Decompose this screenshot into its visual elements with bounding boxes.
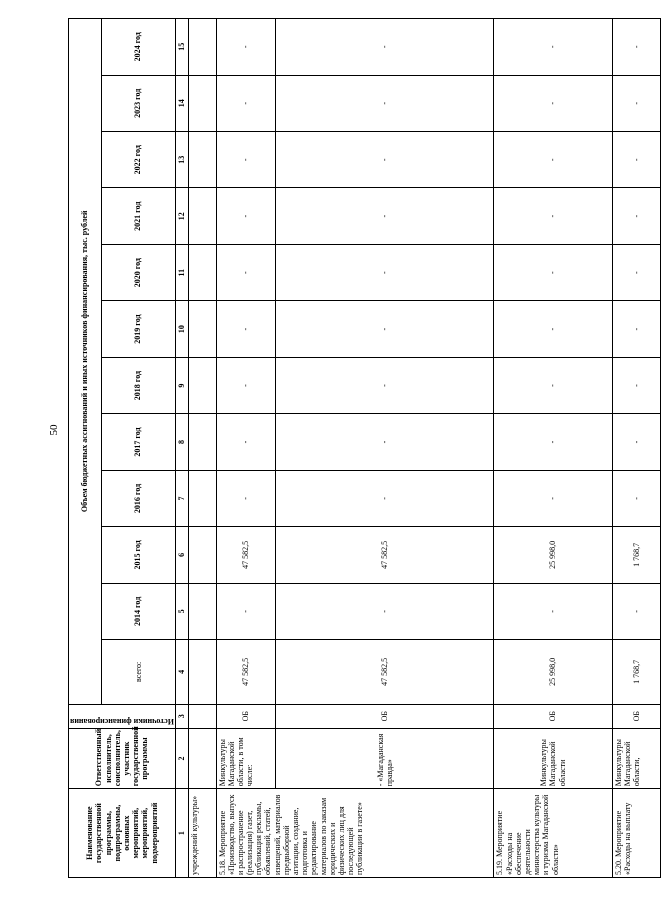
header-source-cell	[69, 704, 176, 728]
row-value: 47 582,5	[216, 527, 276, 583]
row-value: 47 582,5	[216, 640, 276, 705]
header-year: 2015 год	[102, 527, 176, 583]
row-value: -	[494, 188, 612, 244]
row-value: -	[276, 357, 494, 413]
row-value: 1 768,7	[612, 640, 660, 705]
table-row	[276, 19, 494, 878]
column-number: 14	[175, 75, 188, 131]
row-value: -	[612, 301, 660, 357]
header-year: 2021 год	[102, 188, 176, 244]
row-value: -	[216, 583, 276, 639]
header-year: 2020 год	[102, 244, 176, 300]
header-year: 2022 год	[102, 132, 176, 188]
row-value: -	[216, 188, 276, 244]
row-value: -	[276, 414, 494, 470]
row-value	[188, 357, 216, 413]
row-value: -	[494, 75, 612, 131]
row-value	[188, 188, 216, 244]
row-source: ОБ	[216, 704, 276, 728]
row-responsible: Минкультуры Магаданской области,	[612, 728, 660, 788]
header-year: 2018 год	[102, 357, 176, 413]
row-value: -	[216, 357, 276, 413]
table-row	[612, 19, 660, 878]
table-row	[216, 19, 276, 878]
row-value: 25 998,0	[494, 527, 612, 583]
row-value	[188, 75, 216, 131]
row-responsible: Минкультуры Магаданской области, в том числе:	[216, 728, 276, 788]
row-value: -	[612, 244, 660, 300]
row-responsible	[188, 728, 216, 788]
table-row	[188, 19, 216, 878]
row-value: -	[216, 75, 276, 131]
row-value: -	[276, 19, 494, 76]
column-number: 9	[175, 357, 188, 413]
row-value: -	[494, 132, 612, 188]
column-number: 2	[175, 728, 188, 788]
column-number: 15	[175, 19, 188, 76]
header-year: 2024 год	[102, 19, 176, 76]
row-value: -	[216, 132, 276, 188]
row-value	[188, 244, 216, 300]
row-value: -	[612, 414, 660, 470]
row-value: -	[612, 470, 660, 526]
row-value: -	[612, 75, 660, 131]
column-number: 4	[175, 640, 188, 705]
row-value	[188, 470, 216, 526]
page-number: 50	[48, 424, 60, 436]
row-value: -	[494, 470, 612, 526]
row-name: 5.20. Мероприятие «Расходы на выплату	[612, 789, 660, 878]
header-volume: Объем бюджетных ассигнований и иных источников финансирования, тыс. рублей	[69, 19, 102, 705]
column-number: 1	[175, 789, 188, 878]
row-value: -	[494, 19, 612, 76]
header-responsible: Ответственный исполнитель, соисполнитель, участник государственной программы	[69, 728, 176, 788]
header-year: 2017 год	[102, 414, 176, 470]
column-number: 3	[175, 704, 188, 728]
row-value: -	[494, 414, 612, 470]
row-value	[188, 132, 216, 188]
row-value: -	[276, 301, 494, 357]
row-value: -	[276, 75, 494, 131]
column-number: 13	[175, 132, 188, 188]
financing-table-wrapper	[68, 18, 642, 878]
row-value	[188, 414, 216, 470]
header-source: Источники финансирования	[70, 716, 174, 726]
row-value: -	[276, 132, 494, 188]
row-value: -	[216, 19, 276, 76]
row-value: -	[276, 188, 494, 244]
column-number: 12	[175, 188, 188, 244]
row-value: 47 582,5	[276, 527, 494, 583]
row-value: -	[216, 414, 276, 470]
row-value: -	[612, 583, 660, 639]
row-source	[188, 704, 216, 728]
header-total: всего:	[102, 640, 176, 705]
header-year: 2019 год	[102, 301, 176, 357]
column-number: 11	[175, 244, 188, 300]
row-value: -	[276, 470, 494, 526]
row-name: 5.19. Мероприятие «Расходы на обеспечение деятельности министерства культуры и туризма Магаданской области»	[494, 789, 612, 878]
row-source: ОБ	[612, 704, 660, 728]
column-number: 6	[175, 527, 188, 583]
row-value: -	[612, 357, 660, 413]
header-year: 2016 год	[102, 470, 176, 526]
row-responsible: - «Магаданская правда»	[276, 728, 494, 788]
row-value: -	[276, 244, 494, 300]
financing-table	[68, 18, 661, 878]
row-value: -	[216, 244, 276, 300]
row-value: 47 582,5	[276, 640, 494, 705]
header-year: 2023 год	[102, 75, 176, 131]
row-value: -	[216, 470, 276, 526]
row-value	[188, 527, 216, 583]
row-responsible: Минкультуры Магаданской области	[494, 728, 612, 788]
row-value: -	[494, 357, 612, 413]
row-value	[188, 583, 216, 639]
row-value	[188, 19, 216, 76]
header-year: 2014 год	[102, 583, 176, 639]
row-source: ОБ	[494, 704, 612, 728]
row-value: -	[612, 188, 660, 244]
row-value: -	[276, 583, 494, 639]
column-number: 5	[175, 583, 188, 639]
row-value: -	[216, 301, 276, 357]
row-value: 1 768,7	[612, 527, 660, 583]
table-row	[494, 19, 612, 878]
row-source: ОБ	[276, 704, 494, 728]
header-name: Наименование государственной программы, подпрограммы, основных мероприятий, мероприятий, подмероприятий	[69, 789, 176, 878]
row-name: 5.18. Мероприятие «Производство, выпуск и распространение (реализация) газет, публикация рекламы, объявлений, статей, извещений, материалов предвыборной агитации, создание, подготовка и редактирование материалов по заказам юридических и физических лиц для последующей публикации в газете»	[216, 789, 494, 878]
row-value: -	[494, 583, 612, 639]
row-value: 25 998,0	[494, 640, 612, 705]
row-name: учреждений культуры»	[188, 789, 216, 878]
column-number: 8	[175, 414, 188, 470]
row-value: -	[494, 301, 612, 357]
row-value: -	[612, 132, 660, 188]
column-number: 10	[175, 301, 188, 357]
row-value	[188, 640, 216, 705]
row-value: -	[494, 244, 612, 300]
row-value: -	[612, 19, 660, 76]
column-number: 7	[175, 470, 188, 526]
row-value	[188, 301, 216, 357]
